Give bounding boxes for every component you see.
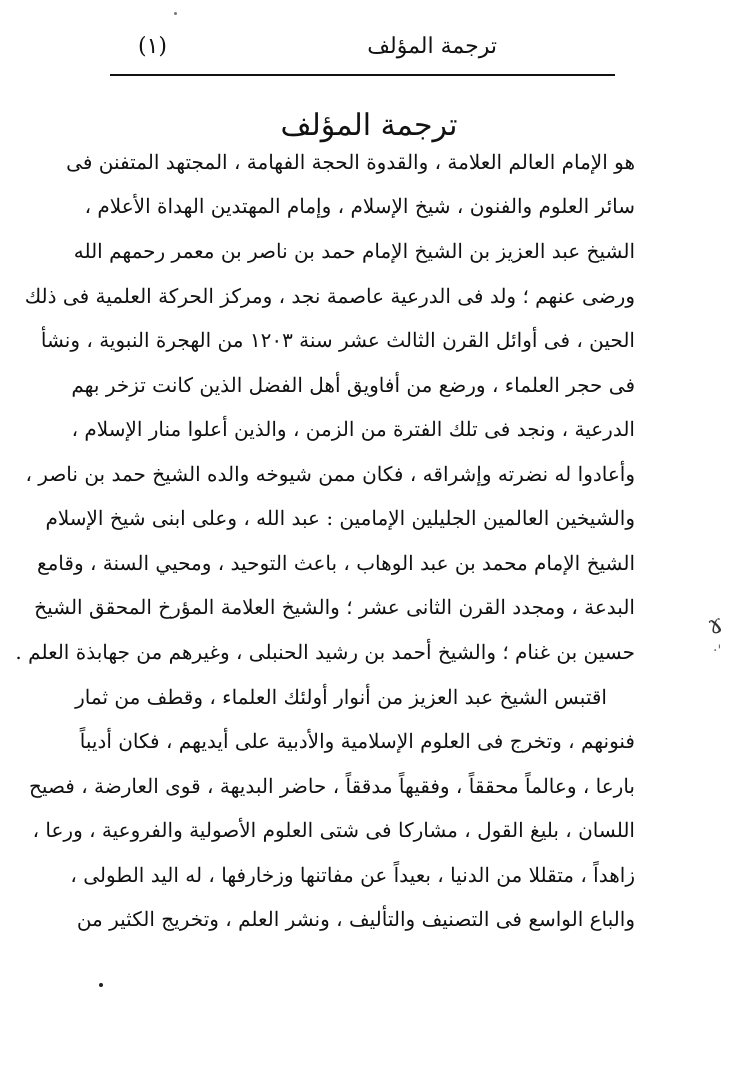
text-line: سائر العلوم والفنون ، شيخ الإسلام ، وإمام المهتدين الهداة الأعلام ، (84, 194, 635, 218)
speck (99, 983, 103, 987)
margin-mark: ɤ (704, 608, 727, 642)
page-number: (١) (138, 34, 168, 59)
text-line: البدعة ، ومجدد القرن الثانى عشر ؛ والشيخ العلامة المؤرخ المحقق الشيخ (34, 595, 635, 619)
text-line: اللسان ، بليغ القول ، مشاركا فى شتى العلوم الأصولية والفروعية ، ورعا ، (32, 818, 635, 842)
text-line: حسين بن غنام ؛ والشيخ أحمد بن رشيد الحنبلى ، وغيرهم من جهابذة العلم . (15, 640, 635, 664)
text-line: الدرعية ، ونجد فى تلك الفترة من الزمن ، والذين أعلوا منار الإسلام ، (71, 417, 635, 441)
text-line: والباع الواسع فى التصنيف والتأليف ، ونشر العلم ، وتخريج الكثير من (76, 907, 635, 931)
speck (174, 12, 177, 15)
text-line: زاهداً ، متقللا من الدنيا ، بعيداً عن مفاتنها وزخارفها ، له اليد الطولى ، (70, 863, 635, 887)
text-line: هو الإمام العالم العلامة ، والقدوة الحجة الفهامة ، المجتهد المتفنن فى (66, 150, 635, 174)
running-title: ترجمة المؤلف (367, 34, 497, 59)
text-line: الحين ، فى أوائل القرن الثالث عشر سنة ١٢٠٣ من الهجرة النبوية ، ونشأ (40, 328, 635, 352)
text-line: والشيخين العالمين الجليلين الإمامين : عبد الله ، وعلى ابنى شيخ الإسلام (45, 506, 635, 530)
text-line: الشيخ عبد العزيز بن الشيخ الإمام حمد بن ناصر بن معمر رحمهم الله (73, 239, 635, 263)
text-line: فنونهم ، وتخرج فى العلوم الإسلامية والأدبية على أيديهم ، فكان أديباً (79, 729, 635, 753)
text-line: الشيخ الإمام محمد بن عبد الوهاب ، باعث التوحيد ، ومحيي السنة ، وقامع (36, 551, 635, 575)
text-line: فى حجر العلماء ، ورضع من أفاويق أهل الفضل الذين كانت تزخر بهم (71, 373, 635, 397)
text-line: وأعادوا له نضرته وإشراقه ، فكان ممن شيوخه والده الشيخ حمد بن ناصر ، (25, 462, 635, 486)
text-line: ورضى عنهم ؛ ولد فى الدرعية عاصمة نجد ، ومركز الحركة العلمية فى ذلك (24, 284, 635, 308)
section-title: ترجمة المؤلف (280, 108, 458, 143)
margin-mark: ·' (713, 643, 722, 659)
text-line: اقتبس الشيخ عبد العزيز من أنوار أولئك العلماء ، وقطف من ثمار (75, 685, 607, 709)
text-line: بارعا ، وعالماً محققاً ، وفقيهاً مدققاً ، حاضر البديهة ، قوى العارضة ، فصيح (29, 774, 635, 798)
page-header (110, 28, 615, 76)
